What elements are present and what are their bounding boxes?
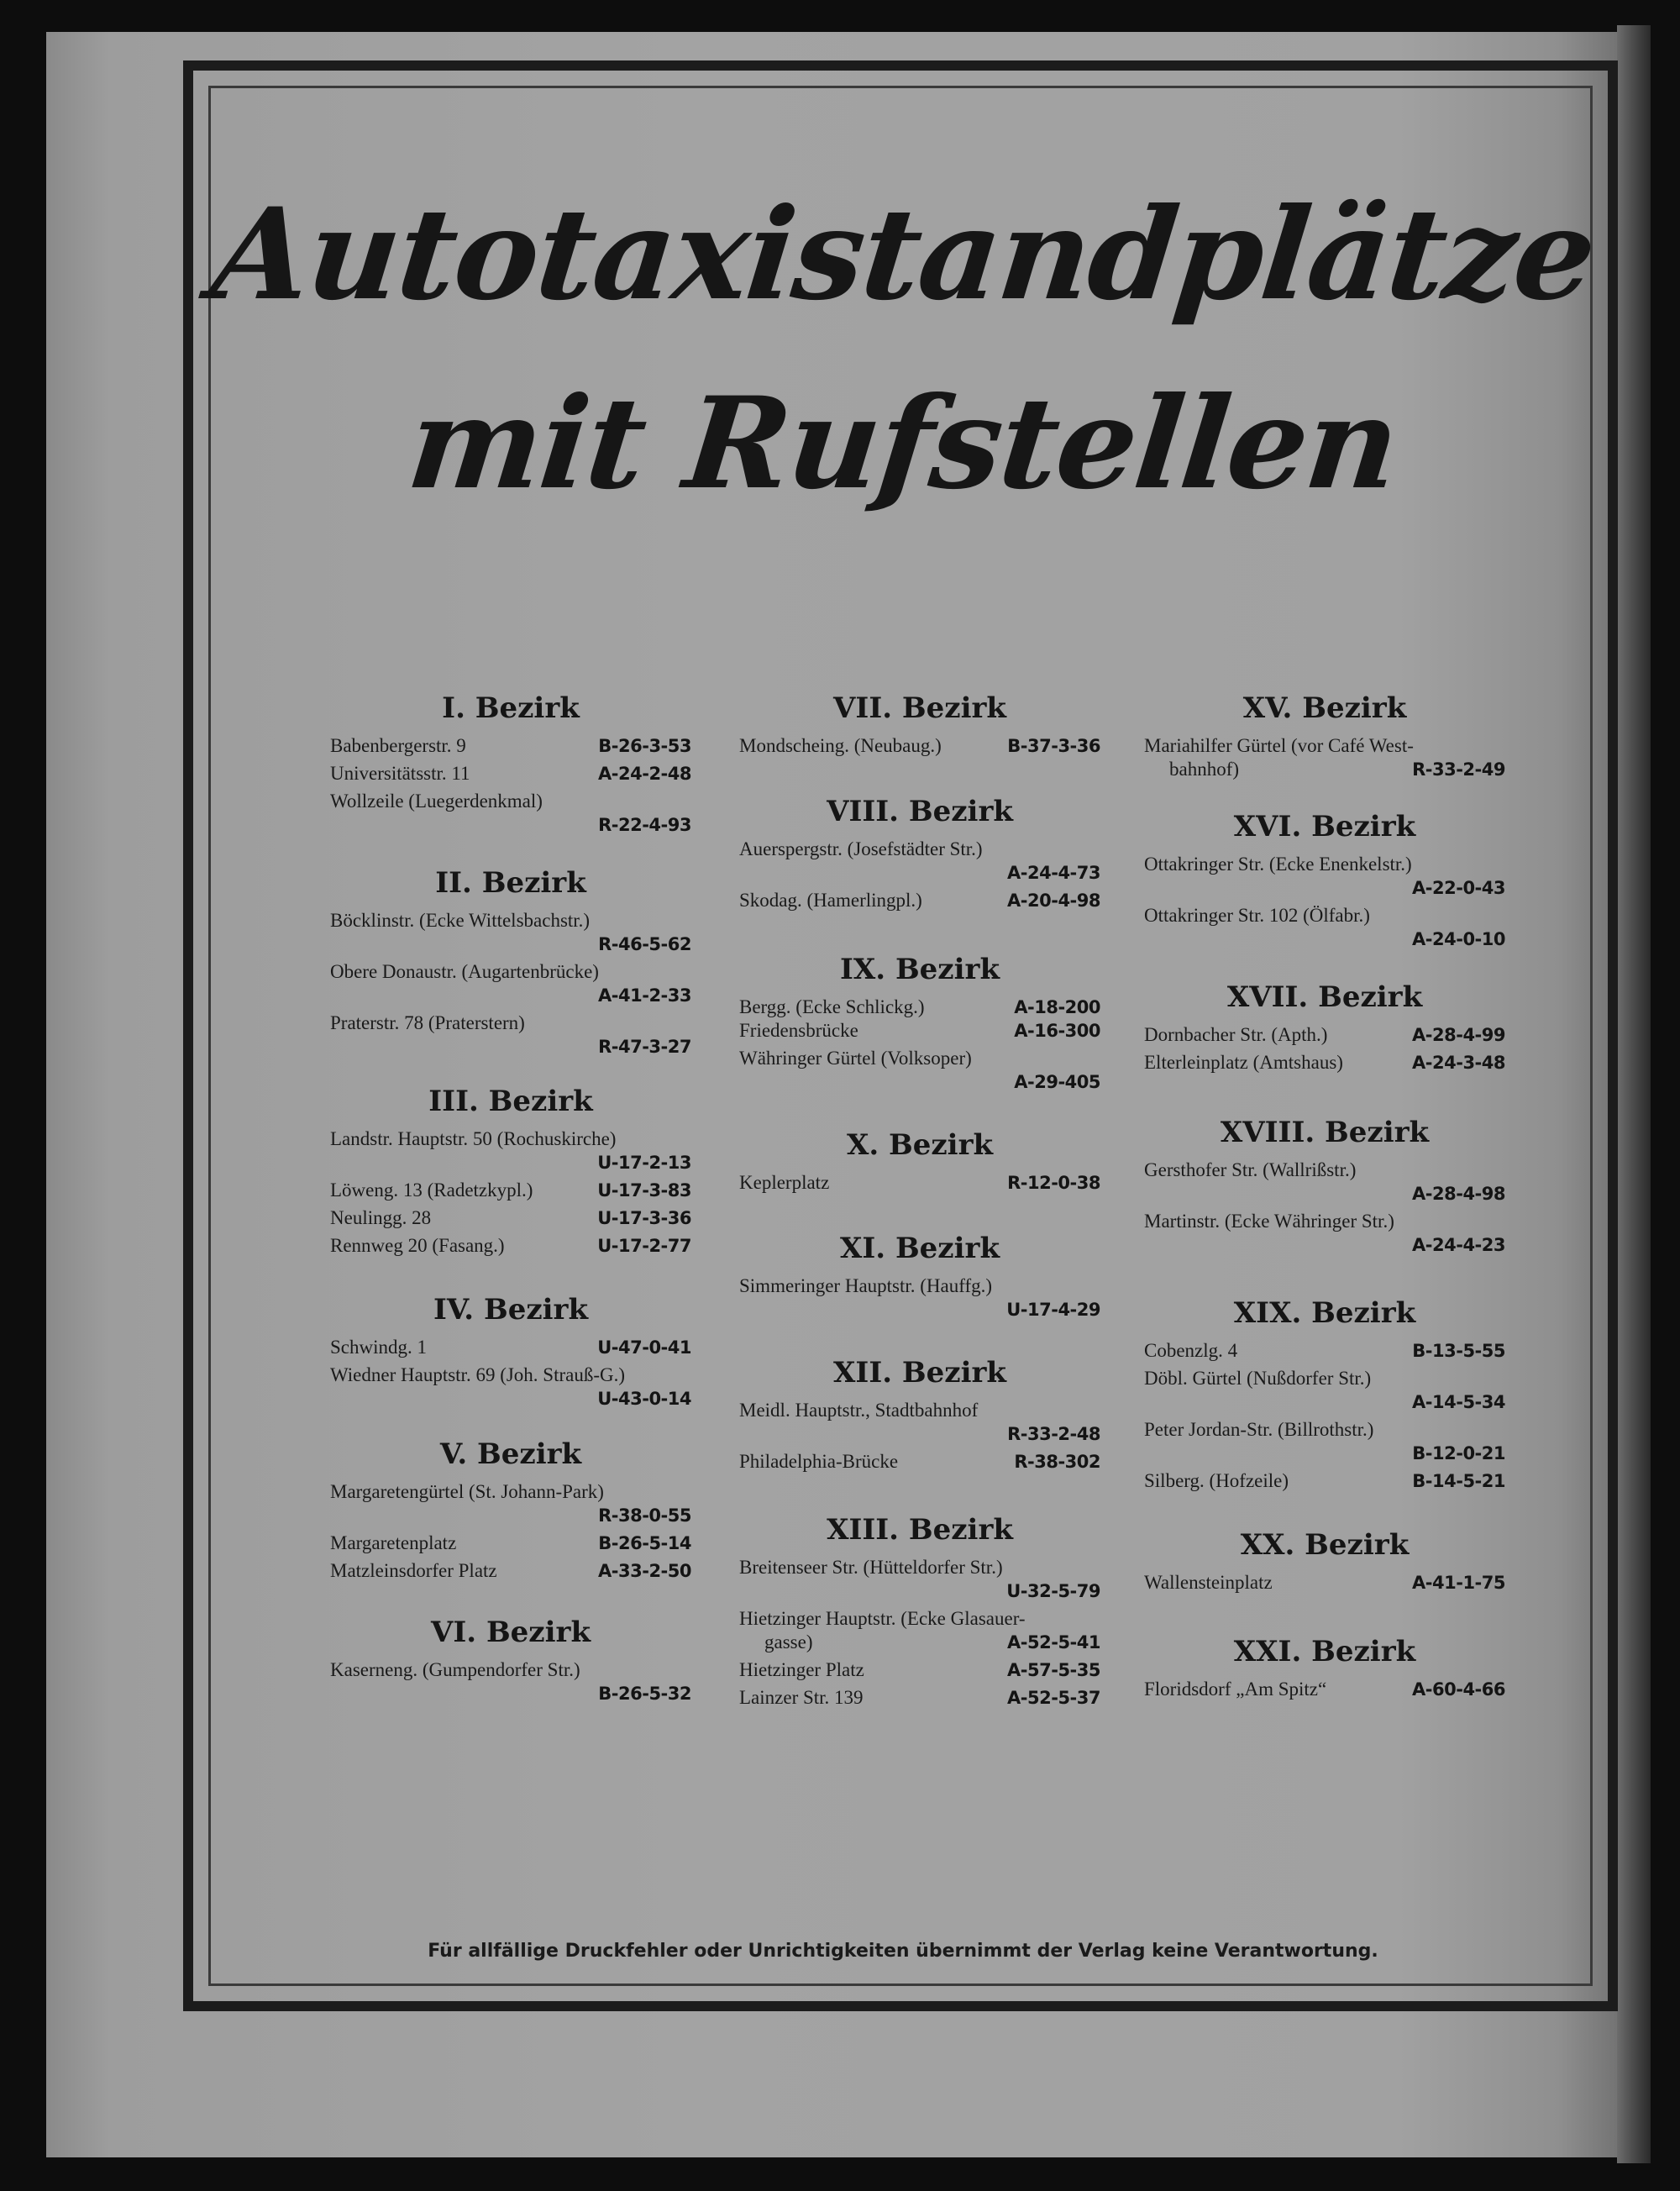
district-section [1144,1295,1505,1497]
phone-number: A-16-300 [1014,1021,1100,1041]
district-heading: II. Bezirk [435,866,586,900]
phone-number: A-57-5-35 [1007,1660,1100,1680]
stand-name: Landstr. Hauptstr. 50 (Rochuskirche) [330,1128,617,1149]
phone-number: B-26-5-32 [598,1684,691,1704]
list-item [739,1450,1100,1474]
stand-name: Wiedner Hauptstr. 69 (Joh. Strauß-G.) [330,1364,626,1385]
list-item [739,734,1100,758]
district-heading: XII. Bezirk [833,1356,1006,1390]
district-section [739,1231,1100,1326]
list-item [1144,1159,1505,1206]
stand-name: Friedensbrücke [739,1020,858,1041]
stand-name: Schwindg. 1 [330,1337,427,1358]
phone-number: B-12-0-21 [1412,1443,1505,1463]
phone-number: R-47-3-27 [598,1037,691,1057]
district-section [739,691,1100,762]
list-item [330,1336,691,1359]
list-item [739,889,1100,912]
title-line-1: Autotaxistandplätze [205,181,1601,328]
phone-number: A-52-5-37 [1007,1688,1100,1708]
stand-name: Babenbergerstr. 9 [330,735,466,756]
stand-name: Margaretengürtel (St. Johann-Park) [330,1481,604,1502]
list-item [1144,1469,1505,1493]
list-item [739,1047,1100,1094]
list-item [330,1658,691,1705]
list-item [330,909,691,956]
district-heading: IV. Bezirk [433,1293,589,1327]
list-item [330,1480,691,1527]
phone-number: B-13-5-55 [1412,1341,1505,1361]
district-heading: IX. Bezirk [839,953,1000,986]
list-item [739,996,1100,1019]
list-item [1144,1571,1505,1595]
list-item [330,1559,691,1583]
list-item [739,1399,1100,1446]
phone-number: B-14-5-21 [1412,1471,1505,1491]
list-item [330,1234,691,1258]
stand-name: Praterstr. 78 (Praterstern) [330,1012,525,1033]
list-item [739,1607,1100,1654]
phone-number: U-17-2-13 [597,1153,691,1173]
stand-name: Löweng. 13 (Radetzkypl.) [330,1180,533,1201]
stand-name: Breitenseer Str. (Hütteldorfer Str.) [739,1557,1003,1578]
list-item [330,1206,691,1230]
phone-number: A-52-5-41 [1007,1632,1100,1652]
district-section [1144,1115,1505,1261]
stand-name: Obere Donaustr. (Augartenbrücke) [330,961,599,982]
stand-name: Hietzinger Hauptstr. (Ecke Glasauer- [739,1608,1026,1629]
list-item [330,1179,691,1202]
phone-number: U-17-3-83 [597,1180,691,1201]
district-heading: XVIII. Bezirk [1220,1116,1430,1149]
district-section [739,1512,1100,1714]
list-item [1144,1023,1505,1047]
phone-number: U-47-0-41 [597,1337,691,1358]
phone-number: A-14-5-34 [1412,1392,1505,1412]
stand-name: Döbl. Gürtel (Nußdorfer Str.) [1144,1368,1372,1389]
phone-number: A-60-4-66 [1412,1679,1505,1700]
district-section [330,1437,691,1587]
stand-name: Dornbacher Str. (Apth.) [1144,1024,1328,1045]
stand-name-continued: bahnhof) [1169,759,1240,780]
district-heading: XXI. Bezirk [1233,1635,1416,1668]
stand-name: Elterleinplatz (Amtshaus) [1144,1052,1343,1073]
stand-name: Matzleinsdorfer Platz [330,1560,497,1581]
list-item [330,960,691,1007]
phone-number: A-41-2-33 [598,985,691,1006]
district-heading: XX. Bezirk [1240,1528,1410,1562]
list-item [739,1686,1100,1710]
stand-name: Floridsdorf „Am Spitz“ [1144,1679,1327,1700]
stand-name: Simmeringer Hauptstr. (Hauffg.) [739,1275,993,1296]
disclaimer-footer: Für allfällige Druckfehler oder Unrichtigkeiten übernimmt der Verlag keine Verantwortung. [428,1941,1378,1962]
stand-name: Mariahilfer Gürtel (vor Café West- [1144,735,1414,756]
district-heading: XIII. Bezirk [827,1513,1013,1547]
district-heading: X. Bezirk [846,1128,994,1162]
district-heading: XIX. Bezirk [1233,1296,1416,1330]
stand-name: Margaretenplatz [330,1532,457,1553]
stand-name: Rennweg 20 (Fasang.) [330,1235,505,1256]
district-section [1144,809,1505,955]
list-item [1144,1051,1505,1074]
district-heading: XVI. Bezirk [1233,810,1416,843]
phone-number: B-26-5-14 [598,1533,691,1553]
phone-number: A-18-200 [1014,997,1100,1017]
book-spine [1617,25,1651,2163]
phone-number: A-22-0-43 [1412,878,1505,898]
list-item [330,1127,691,1174]
phone-number: A-24-3-48 [1412,1053,1505,1073]
phone-number: U-17-3-36 [597,1208,691,1228]
district-section [739,1355,1100,1478]
stand-name: Peter Jordan-Str. (Billrothstr.) [1144,1419,1374,1440]
stand-name: Kaserneng. (Gumpendorfer Str.) [330,1659,580,1680]
stand-name: Ottakringer Str. (Ecke Enenkelstr.) [1144,854,1412,875]
district-heading: XVII. Bezirk [1226,980,1423,1014]
list-item [739,1019,1100,1043]
phone-number: U-32-5-79 [1006,1581,1100,1601]
district-heading: VIII. Bezirk [827,795,1013,828]
phone-number: U-43-0-14 [597,1389,691,1409]
list-item [1144,1339,1505,1363]
phone-number: A-24-4-73 [1007,863,1100,883]
phone-number: A-29-405 [1014,1072,1100,1092]
list-item [1144,1418,1505,1465]
stand-name: Meidl. Hauptstr., Stadtbahnhof [739,1400,979,1421]
phone-number: A-20-4-98 [1007,891,1100,911]
district-heading: XI. Bezirk [839,1232,1000,1265]
phone-number: A-24-4-23 [1412,1235,1505,1255]
district-section [1144,1527,1505,1599]
stand-name: Martinstr. (Ecke Währinger Str.) [1144,1211,1394,1232]
list-item [330,1532,691,1555]
district-section [1144,980,1505,1079]
list-item [739,1658,1100,1682]
district-section [1144,691,1505,786]
stand-name: Keplerplatz [739,1172,830,1193]
phone-number: A-41-1-75 [1412,1573,1505,1593]
phone-number: R-46-5-62 [598,934,691,954]
list-item [1144,853,1505,900]
stand-name: Ottakringer Str. 102 (Ölfabr.) [1144,905,1370,926]
list-item [739,1556,1100,1603]
phone-number: R-38-302 [1014,1452,1100,1472]
district-section [330,1615,691,1710]
stand-name: Wallensteinplatz [1144,1572,1273,1593]
list-item [1144,1367,1505,1414]
phone-number: R-33-2-49 [1412,759,1505,780]
district-heading: I. Bezirk [442,691,580,725]
list-item [1144,904,1505,951]
district-heading: VI. Bezirk [430,1616,591,1649]
phone-number: R-12-0-38 [1007,1173,1100,1193]
stand-name: Hietzinger Platz [739,1659,864,1680]
list-item [330,790,691,837]
title-line-2: mit Rufstellen [402,370,1404,518]
stand-name: Wollzeile (Luegerdenkmal) [330,791,543,812]
phone-number: B-26-3-53 [598,736,691,756]
stand-name: Philadelphia-Brücke [739,1451,899,1472]
stand-name-continued: gasse) [764,1631,813,1652]
list-item [739,1171,1100,1195]
list-item [330,1363,691,1411]
stand-name: Bergg. (Ecke Schlickg.) [739,996,925,1017]
stand-name: Währinger Gürtel (Volksoper) [739,1048,972,1069]
district-section [330,1292,691,1415]
stand-name: Skodag. (Hamerlingpl.) [739,890,922,911]
stand-name: Gersthofer Str. (Wallrißstr.) [1144,1159,1357,1180]
phone-number: R-22-4-93 [598,815,691,835]
list-item [330,762,691,786]
stand-name: Neulingg. 28 [330,1207,432,1228]
district-section [330,865,691,1063]
list-item [1144,734,1505,781]
stand-name: Universitätsstr. 11 [330,763,470,784]
phone-number: A-24-0-10 [1412,929,1505,949]
stand-name: Silberg. (Hofzeile) [1144,1470,1289,1491]
phone-number: U-17-2-77 [597,1236,691,1256]
phone-number: A-33-2-50 [598,1561,691,1581]
phone-number: U-17-4-29 [1006,1300,1100,1320]
list-item [330,1011,691,1059]
district-section [1144,1634,1505,1705]
district-section [739,1127,1100,1199]
phone-number: R-38-0-55 [598,1505,691,1526]
phone-number: B-37-3-36 [1007,736,1100,756]
district-section [739,794,1100,917]
stand-name: Mondscheing. (Neubaug.) [739,735,942,756]
district-section [330,691,691,841]
district-heading: III. Bezirk [428,1085,593,1118]
district-section [330,1084,691,1262]
stand-name: Cobenzlg. 4 [1144,1340,1238,1361]
stand-name: Lainzer Str. 139 [739,1687,864,1708]
list-item [739,838,1100,885]
phone-number: R-33-2-48 [1007,1424,1100,1444]
district-heading: V. Bezirk [439,1437,582,1471]
phone-number: A-28-4-98 [1412,1184,1505,1204]
phone-number: A-24-2-48 [598,764,691,784]
list-item [739,1274,1100,1321]
stand-name: Auerspergstr. (Josefstädter Str.) [739,838,983,859]
district-heading: XV. Bezirk [1242,691,1407,725]
phone-number: A-28-4-99 [1412,1025,1505,1045]
list-item [1144,1678,1505,1701]
list-item [330,734,691,758]
district-section [739,952,1100,1098]
stand-name: Böcklinstr. (Ecke Wittelsbachstr.) [330,910,591,931]
district-heading: VII. Bezirk [833,691,1006,725]
list-item [1144,1210,1505,1257]
